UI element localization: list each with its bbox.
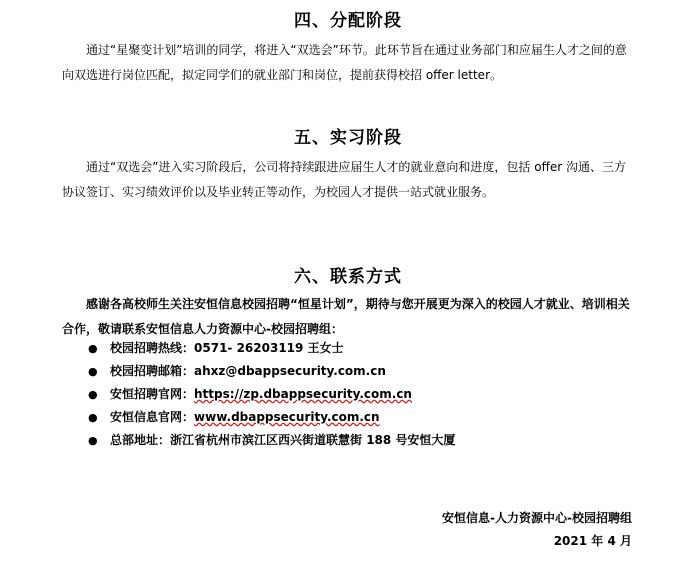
contact-item-hotline: [62, 337, 637, 360]
bullet-icon: ●: [88, 411, 98, 424]
contact-value-hotline: 0571- 26203119 王女士: [194, 341, 344, 355]
contact-item-company-site: [62, 406, 637, 429]
section-body-allocation: 通过“星聚变计划”培训的同学，将进入“双选会”环节。此环节旨在通过业务部门和应届生人才之间的意向双选进行岗位匹配，拟定同学们的就业部门和岗位，提前获得校招 offer letter。: [62, 43, 627, 82]
section-title-contact: 六、联系方式: [294, 267, 402, 287]
section-body-contact: 感谢各高校师生关注安恒信息校园招聘“恒星计划”，期待与您开展更为深入的校园人才就业、培训相关合作，敬请联系安恒信息人力资源中心-校园招聘组：: [62, 297, 630, 336]
contact-label: 安恒信息官网：: [110, 410, 195, 424]
contact-link-recruit-site[interactable]: https://zp.dbappsecurity.com.cn: [194, 387, 412, 401]
contact-label: 校园招聘热线：: [110, 341, 195, 355]
contact-item-recruit-site: [62, 383, 637, 406]
bullet-icon: ●: [88, 365, 98, 378]
contact-value-address: 浙江省杭州市滨江区西兴街道联慧街 188 号安恒大厦: [170, 433, 456, 447]
contact-item-email: [62, 360, 637, 383]
contact-label: 校园招聘邮箱：: [110, 364, 195, 378]
contact-link-company-site[interactable]: www.dbappsecurity.com.cn: [194, 410, 380, 424]
signature-date: 2021 年 4 月: [553, 534, 632, 548]
contact-label: 总部地址：: [110, 433, 171, 447]
section-title-allocation: 四、分配阶段: [294, 11, 402, 31]
section-body-internship: 通过“双选会”进入实习阶段后，公司将持续跟进应届生人才的就业意向和进度，包括 offer 沟通、三方协议签订、实习绩效评价以及毕业转正等动作，为校园人才提供一站式就业服务。: [62, 160, 626, 199]
bullet-icon: ●: [88, 388, 98, 401]
contact-item-address: [62, 429, 637, 452]
section-title-internship: 五、实习阶段: [294, 128, 402, 148]
contact-value-email[interactable]: ahxz@dbappsecurity.com.cn: [194, 364, 386, 378]
signature-org: 安恒信息-人力资源中心-校园招聘组: [442, 511, 632, 525]
contact-label: 安恒招聘官网：: [110, 387, 195, 401]
contact-list: [62, 337, 637, 452]
bullet-icon: ●: [88, 342, 98, 355]
bullet-icon: ●: [88, 434, 98, 447]
